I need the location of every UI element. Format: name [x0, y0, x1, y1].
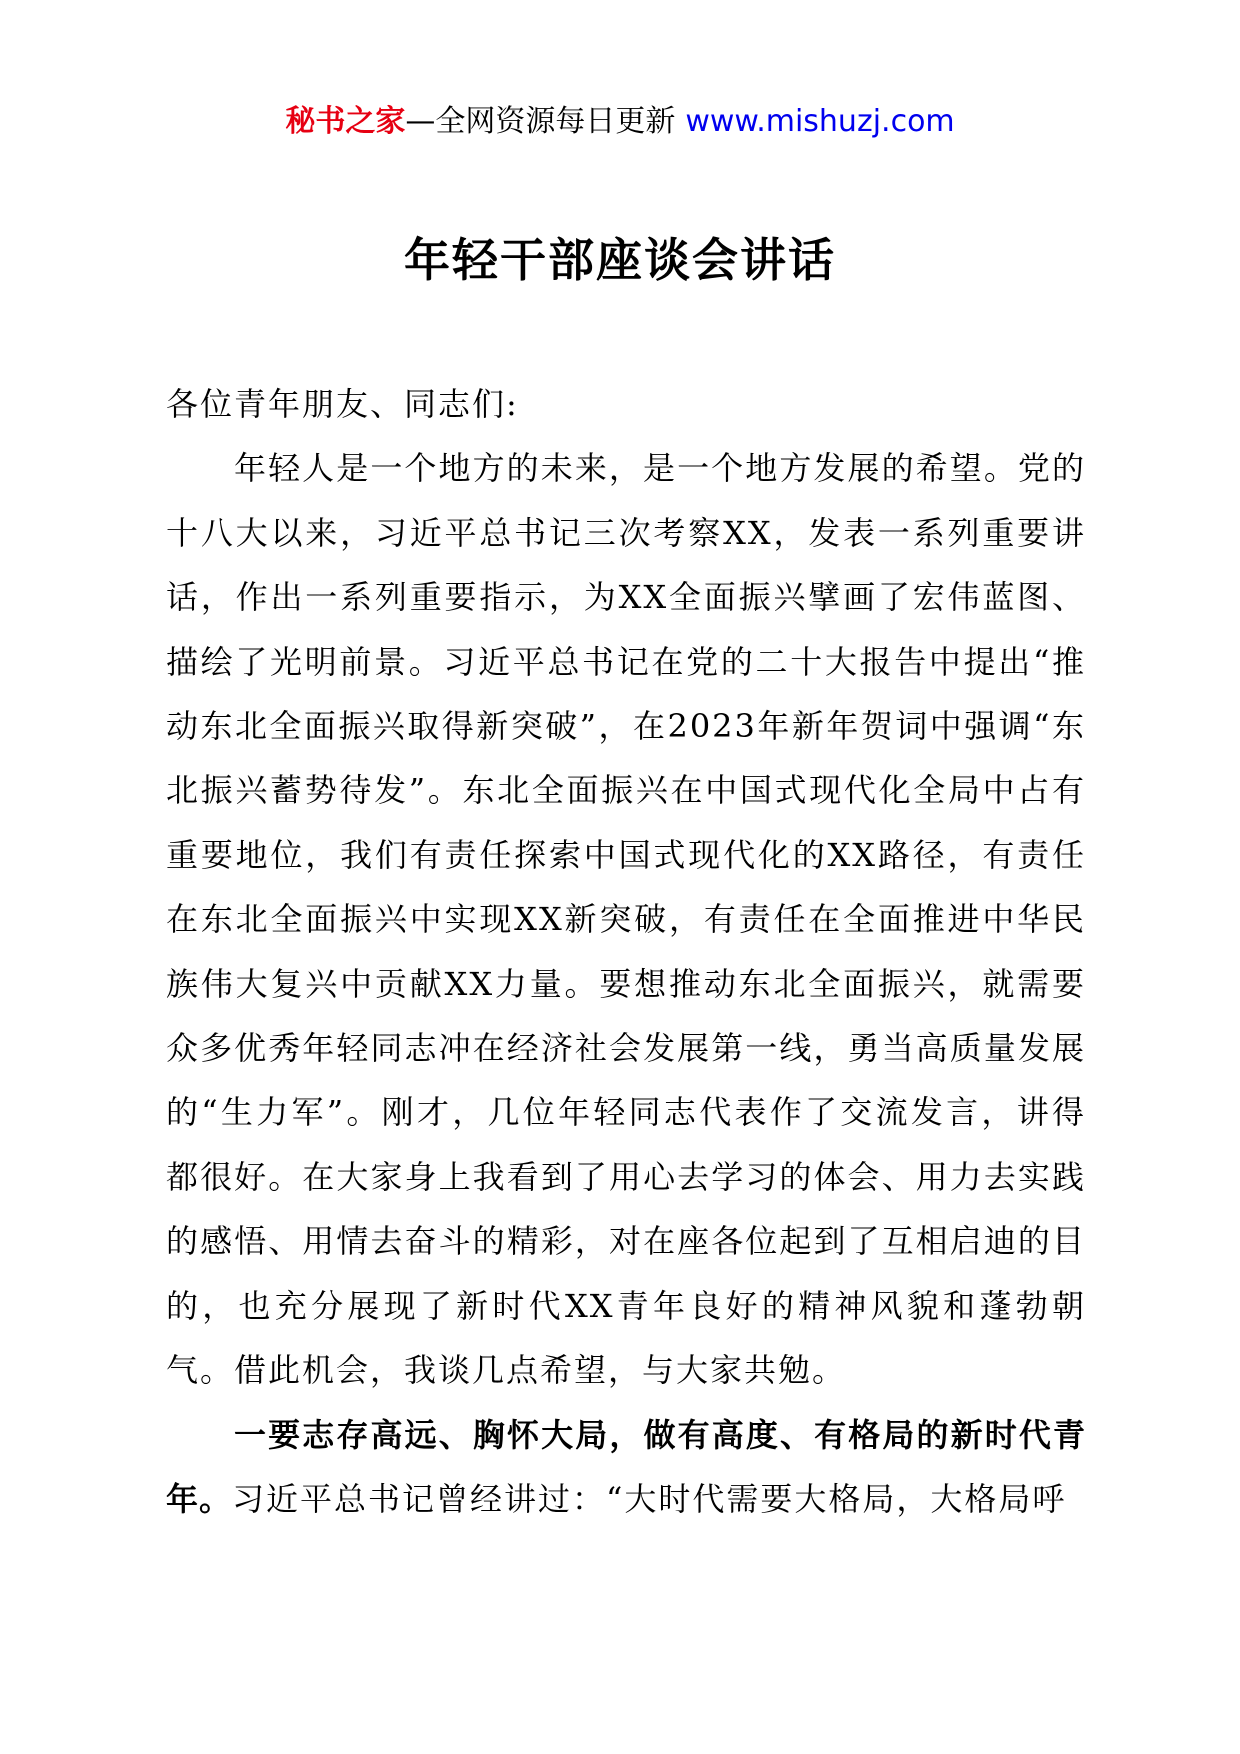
document-body: [166, 372, 1086, 1531]
site-url-link[interactable]: www.mishuzj.com: [685, 104, 955, 139]
paragraph-point-one-heading: 一要志存高远、胸怀大局，做有高度、有格局的新时代青年。: [166, 1415, 1086, 1518]
site-tagline: —全网资源每日更新: [405, 104, 676, 139]
paragraph-point-one-text: 习近平总书记曾经讲过：“大时代需要大格局，大格局呼: [232, 1479, 1067, 1518]
site-brand: 秘书之家: [285, 104, 406, 139]
paragraph-point-one: [166, 1403, 1086, 1532]
paragraph-intro: 年轻人是一个地方的未来，是一个地方发展的希望。党的十八大以来，习近平总书记三次考察XX，发表一系列重要讲话，作出一系列重要指示，为XX全面振兴擘画了宏伟蓝图、描绘了光明前景。习近平总书记在党的二十大报告中提出“推动东北全面振兴取得新突破”，在2023年新年贺词中强调“东北振兴蓄势待发”。东北全面振兴在中国式现代化全局中占有重要地位，我们有责任探索中国式现代化的XX路径，有责任在东北全面振兴中实现XX新突破，有责任在全面推进中华民族伟大复兴中贡献XX力量。要想推动东北全面振兴，就需要众多优秀年轻同志冲在经济社会发展第一线，勇当高质量发展的“生力军”。刚才，几位年轻同志代表作了交流发言，讲得都很好。在大家身上我看到了用心去学习的体会、用力去实践的感悟、用情去奋斗的精彩，对在座各位起到了互相启迪的目的，也充分展现了新时代XX青年良好的精神风貌和蓬勃朝气。借此机会，我谈几点希望，与大家共勉。: [166, 449, 1086, 1390]
site-header: [0, 100, 1240, 144]
salutation: 各位青年朋友、同志们:: [166, 385, 519, 423]
document-title: 年轻干部座谈会讲话: [404, 233, 836, 287]
